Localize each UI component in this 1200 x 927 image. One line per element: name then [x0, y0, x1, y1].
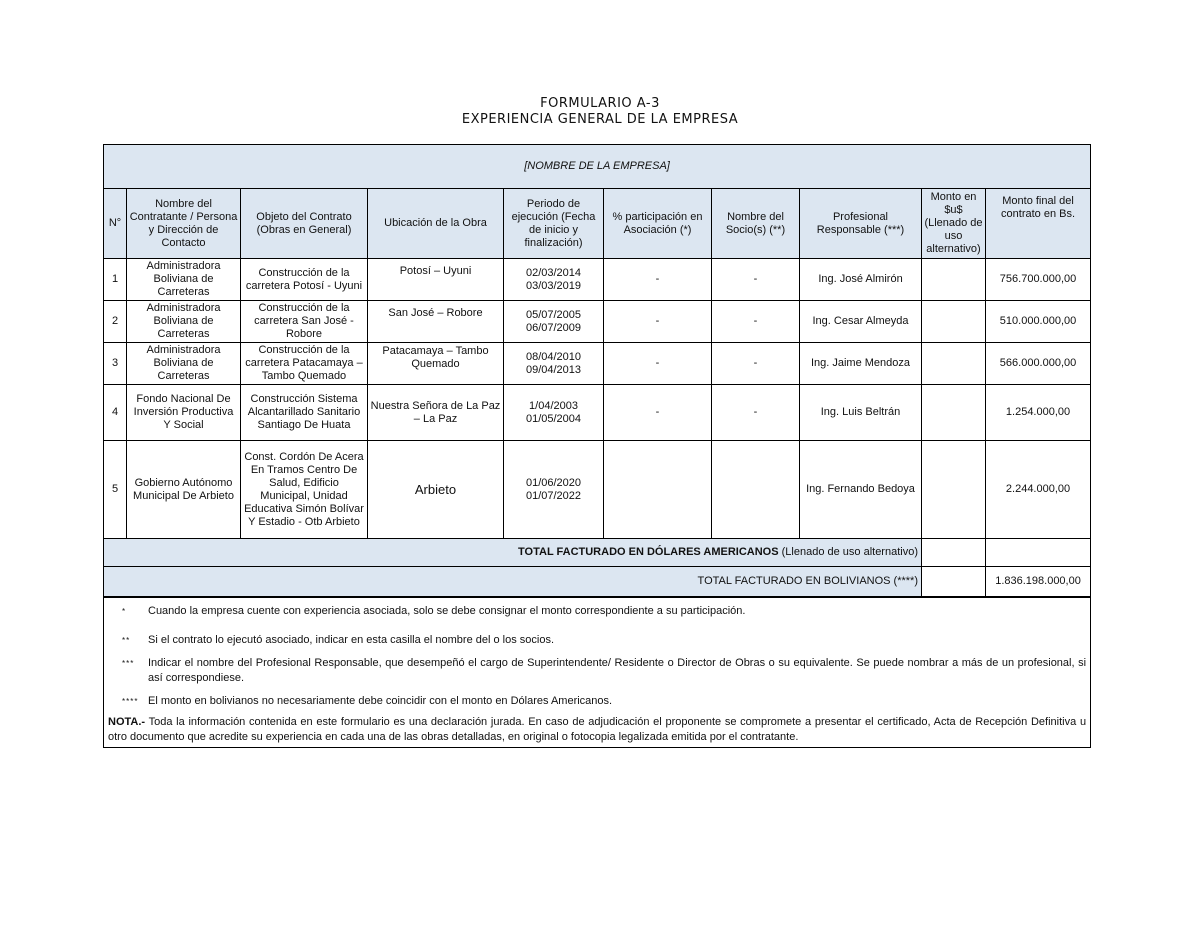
row-number[interactable]: 1: [104, 259, 127, 301]
table-header-row: [104, 189, 1091, 259]
row-objeto[interactable]: Construcción de la carretera San José - Robore: [241, 301, 368, 343]
header-objeto: Objeto del Contrato (Obras en General): [241, 189, 368, 259]
header-contratante: Nombre del Contratante / Persona y Dirección de Contacto: [127, 189, 241, 259]
table-row: [104, 441, 1091, 539]
row-periodo-fin: 03/03/2019: [525, 279, 582, 292]
row-periodo-fin: 01/05/2004: [525, 412, 582, 425]
note-text: El monto en bolivianos no necesariamente debe coincidir con el monto en Dólares Americanos.: [148, 694, 613, 707]
header-ubicacion: Ubicación de la Obra: [368, 189, 504, 259]
table-row: [104, 343, 1091, 385]
row-monto-bs[interactable]: 1.254.000,00: [986, 385, 1091, 441]
row-number[interactable]: 2: [104, 301, 127, 343]
row-periodo-inicio: 1/04/2003: [529, 399, 578, 412]
experience-table: [103, 144, 1091, 748]
table-row: [104, 385, 1091, 441]
row-monto-usd[interactable]: [922, 343, 986, 385]
row-ubicacion[interactable]: Patacamaya – Tambo Quemado: [368, 343, 504, 385]
header-periodo: Periodo de ejecución (Fecha de inicio y finalización): [504, 189, 604, 259]
row-periodo-fin: 01/07/2022: [525, 489, 582, 502]
table-row: [104, 301, 1091, 343]
row-ubicacion[interactable]: San José – Robore: [368, 301, 504, 343]
note-text: Si el contrato lo ejecutó asociado, indicar en esta casilla el nombre del o los socios.: [148, 633, 555, 646]
row-periodo-inicio: 01/06/2020: [525, 476, 582, 489]
row-monto-usd[interactable]: [922, 441, 986, 539]
total-usd-row: [104, 539, 1091, 567]
nota-label: NOTA.-: [108, 715, 146, 728]
row-profesional[interactable]: Ing. Cesar Almeyda: [800, 301, 922, 343]
form-title-line-1: FORMULARIO A-3: [540, 96, 660, 111]
row-contratante[interactable]: Administradora Boliviana de Carreteras: [127, 301, 241, 343]
row-socio[interactable]: [712, 441, 800, 539]
row-number[interactable]: 3: [104, 343, 127, 385]
row-monto-bs[interactable]: 510.000.000,00: [986, 301, 1091, 343]
row-contratante[interactable]: Gobierno Autónomo Municipal De Arbieto: [127, 441, 241, 539]
header-participacion: % participación en Asociación (*): [604, 189, 712, 259]
row-profesional[interactable]: Ing. Fernando Bedoya: [800, 441, 922, 539]
note-item: [108, 604, 1086, 619]
total-bs-label: [104, 567, 922, 597]
nota-declaration: [108, 715, 1086, 745]
row-participacion[interactable]: -: [604, 343, 712, 385]
note-mark: ****: [122, 696, 139, 706]
row-number[interactable]: 5: [104, 441, 127, 539]
row-ubicacion[interactable]: Potosí – Uyuni: [368, 259, 504, 301]
row-contratante[interactable]: Administradora Boliviana de Carreteras: [127, 259, 241, 301]
row-periodo-inicio: 02/03/2014: [525, 266, 582, 279]
company-name-row: [104, 145, 1091, 189]
row-ubicacion[interactable]: Nuestra Señora de La Paz – La Paz: [368, 385, 504, 441]
row-profesional[interactable]: Ing. Luis Beltrán: [800, 385, 922, 441]
row-participacion[interactable]: [604, 441, 712, 539]
note-item: [108, 694, 1086, 709]
notes-row: [104, 597, 1091, 748]
table-row: [104, 259, 1091, 301]
row-participacion[interactable]: -: [604, 385, 712, 441]
nota-text: Toda la información contenida en este formulario es una declaración jurada. En caso de adjudicación el proponente se compromete a presentar el certificado, Acta de Recepción Definitiva u otro documento que acredite su experiencia en cada una de las obras detalladas, en original o fotocopia legalizada emitida por el contratante.: [108, 715, 1087, 743]
row-socio[interactable]: -: [712, 385, 800, 441]
total-usd-label-rest: (Llenado de uso alternativo): [778, 546, 918, 558]
header-monto-usd: Monto en $u$ (Llenado de uso alternativo): [922, 189, 986, 259]
total-usd-value-bs[interactable]: [986, 539, 1091, 567]
row-periodo-inicio: 05/07/2005: [525, 308, 582, 321]
row-contratante[interactable]: Fondo Nacional De Inversión Productiva Y Social: [127, 385, 241, 441]
header-number: N°: [104, 189, 127, 259]
note-item: [108, 633, 1086, 648]
row-participacion[interactable]: -: [604, 259, 712, 301]
form-title: [0, 96, 1200, 128]
note-text: Cuando la empresa cuente con experiencia asociada, solo se debe consignar el monto correspondiente a su participación.: [148, 604, 746, 617]
row-contratante[interactable]: Administradora Boliviana de Carreteras: [127, 343, 241, 385]
row-socio[interactable]: -: [712, 343, 800, 385]
total-bs-value[interactable]: 1.836.198.000,00: [986, 567, 1091, 597]
row-profesional[interactable]: Ing. Jaime Mendoza: [800, 343, 922, 385]
note-mark: ***: [122, 658, 135, 668]
total-bs-value-usd[interactable]: [922, 567, 986, 597]
row-periodo[interactable]: [504, 259, 604, 301]
header-profesional: Profesional Responsable (***): [800, 189, 922, 259]
row-participacion[interactable]: -: [604, 301, 712, 343]
row-objeto[interactable]: Construcción Sistema Alcantarillado Sanitario Santiago De Huata: [241, 385, 368, 441]
total-usd-label: [104, 539, 922, 567]
row-monto-bs[interactable]: 756.700.000,00: [986, 259, 1091, 301]
header-monto-bs: Monto final del contrato en Bs.: [986, 189, 1091, 259]
row-objeto[interactable]: Const. Cordón De Acera En Tramos Centro De Salud, Edificio Municipal, Unidad Educativa Simón Bolívar Y Estadio - Otb Arbieto: [241, 441, 368, 539]
row-periodo[interactable]: [504, 343, 604, 385]
note-text: Indicar el nombre del Profesional Responsable, que desempeñó el cargo de Superintendente/ Residente o Director de Obras o su equivalente. Se puede nombrar a más de un profesional, si así correspondiese.: [148, 656, 1087, 684]
row-objeto[interactable]: Construcción de la carretera Patacamaya – Tambo Quemado: [241, 343, 368, 385]
row-periodo[interactable]: [504, 441, 604, 539]
row-socio[interactable]: -: [712, 301, 800, 343]
form-title-line-2: EXPERIENCIA GENERAL DE LA EMPRESA: [461, 112, 739, 127]
row-monto-usd[interactable]: [922, 301, 986, 343]
total-usd-value[interactable]: [922, 539, 986, 567]
notes-section: [104, 597, 1091, 748]
row-ubicacion[interactable]: Arbieto: [368, 441, 504, 539]
row-periodo-fin: 06/07/2009: [525, 321, 582, 334]
row-periodo-fin: 09/04/2013: [525, 363, 582, 376]
row-number[interactable]: 4: [104, 385, 127, 441]
note-item: [108, 656, 1086, 686]
row-periodo[interactable]: [504, 301, 604, 343]
header-socio: Nombre del Socio(s) (**): [712, 189, 800, 259]
row-periodo-inicio: 08/04/2010: [525, 350, 582, 363]
total-bs-label-text: TOTAL FACTURADO EN BOLIVIANOS (****): [697, 574, 918, 587]
row-monto-usd[interactable]: [922, 259, 986, 301]
row-socio[interactable]: -: [712, 259, 800, 301]
company-name-placeholder[interactable]: [NOMBRE DE LA EMPRESA]: [104, 145, 1091, 189]
total-usd-label-bold: TOTAL FACTURADO EN DÓLARES AMERICANOS: [518, 546, 779, 558]
row-monto-usd[interactable]: [922, 385, 986, 441]
row-profesional[interactable]: Ing. José Almirón: [800, 259, 922, 301]
note-mark: *: [122, 606, 127, 616]
row-objeto[interactable]: Construcción de la carretera Potosí - Uyuni: [241, 259, 368, 301]
total-bs-row: [104, 567, 1091, 597]
row-monto-bs[interactable]: 2.244.000,00: [986, 441, 1091, 539]
note-mark: **: [122, 635, 131, 645]
row-monto-bs[interactable]: 566.000.000,00: [986, 343, 1091, 385]
row-periodo[interactable]: [504, 385, 604, 441]
